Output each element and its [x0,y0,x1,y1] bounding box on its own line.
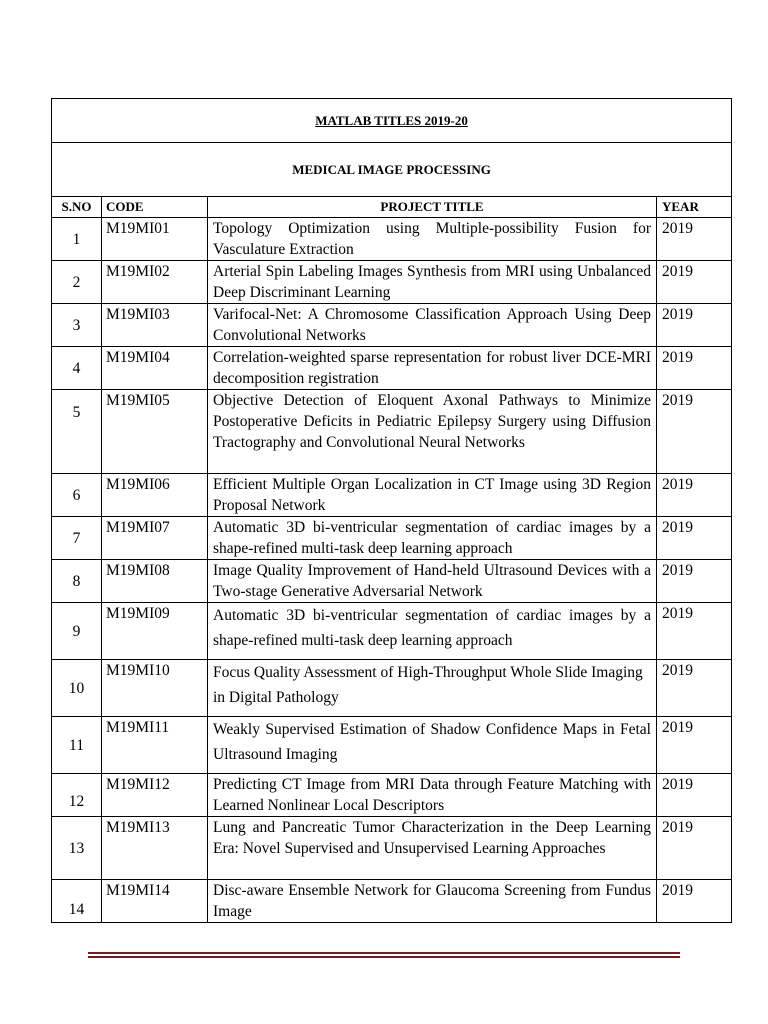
row-code: M19MI05 [102,390,208,474]
row-title: Automatic 3D bi-ventricular segmentation of cardiac images by a shape-refined multi-task deep learning approach [208,603,657,660]
row-title: Automatic 3D bi-ventricular segmentation of cardiac images by a shape-refined multi-task deep learning approach [208,517,657,560]
row-title: Focus Quality Assessment of High-Throughput Whole Slide Imaging in Digital Pathology [208,660,657,717]
row-code: M19MI07 [102,517,208,560]
header-sno: S.NO [52,197,102,218]
row-sno: 4 [52,347,102,390]
row-code: M19MI13 [102,817,208,880]
row-year: 2019 [657,474,732,517]
row-sno: 12 [52,774,102,817]
table-row [52,880,732,923]
row-sno: 13 [52,817,102,880]
row-sno: 6 [52,474,102,517]
row-title: Lung and Pancreatic Tumor Characterization in the Deep Learning Era: Novel Supervised and Unsupervised Learning Approaches [208,817,657,880]
table-row [52,390,732,474]
row-title: Disc-aware Ensemble Network for Glaucoma Screening from Fundus Image [208,880,657,923]
row-code: M19MI11 [102,717,208,774]
row-year: 2019 [657,261,732,304]
section-row [52,143,732,197]
table-row [52,717,732,774]
row-sno: 14 [52,880,102,923]
row-title: Weakly Supervised Estimation of Shadow Confidence Maps in Fetal Ultrasound Imaging [208,717,657,774]
row-title: Arterial Spin Labeling Images Synthesis from MRI using Unbalanced Deep Discriminant Learning [208,261,657,304]
row-code: M19MI01 [102,218,208,261]
table-row [52,817,732,880]
row-year: 2019 [657,390,732,474]
row-code: M19MI03 [102,304,208,347]
row-code: M19MI10 [102,660,208,717]
table-row [52,261,732,304]
row-code: M19MI06 [102,474,208,517]
row-year: 2019 [657,660,732,717]
header-code: CODE [102,197,208,218]
row-sno: 1 [52,218,102,261]
row-sno: 3 [52,304,102,347]
row-code: M19MI02 [102,261,208,304]
row-title: Varifocal-Net: A Chromosome Classification Approach Using Deep Convolutional Networks [208,304,657,347]
row-sno: 11 [52,717,102,774]
row-year: 2019 [657,347,732,390]
row-title: Image Quality Improvement of Hand-held Ultrasound Devices with a Two-stage Generative Adversarial Network [208,560,657,603]
table-row [52,774,732,817]
row-year: 2019 [657,774,732,817]
row-sno: 10 [52,660,102,717]
table-row [52,660,732,717]
row-code: M19MI04 [102,347,208,390]
table-row [52,218,732,261]
section-title: MEDICAL IMAGE PROCESSING [52,143,732,197]
row-year: 2019 [657,603,732,660]
row-code: M19MI08 [102,560,208,603]
table-row [52,560,732,603]
row-year: 2019 [657,717,732,774]
header-title: PROJECT TITLE [208,197,657,218]
row-title: Efficient Multiple Organ Localization in CT Image using 3D Region Proposal Network [208,474,657,517]
row-year: 2019 [657,304,732,347]
row-sno: 2 [52,261,102,304]
table-row [52,474,732,517]
row-sno: 5 [52,390,102,474]
table-row [52,603,732,660]
row-code: M19MI14 [102,880,208,923]
project-titles-table [51,98,732,923]
title-row [52,99,732,143]
row-title: Correlation-weighted sparse representation for robust liver DCE-MRI decomposition registration [208,347,657,390]
row-year: 2019 [657,517,732,560]
row-year: 2019 [657,880,732,923]
row-year: 2019 [657,560,732,603]
footer-divider [88,952,680,958]
row-code: M19MI12 [102,774,208,817]
row-year: 2019 [657,218,732,261]
table-row [52,304,732,347]
row-code: M19MI09 [102,603,208,660]
row-sno: 9 [52,603,102,660]
table-row [52,347,732,390]
header-row [52,197,732,218]
table-row [52,517,732,560]
row-sno: 8 [52,560,102,603]
row-sno: 7 [52,517,102,560]
row-title: Predicting CT Image from MRI Data through Feature Matching with Learned Nonlinear Local Descriptors [208,774,657,817]
row-title: Topology Optimization using Multiple-possibility Fusion for Vasculature Extraction [208,218,657,261]
header-year: YEAR [657,197,732,218]
row-year: 2019 [657,817,732,880]
main-title: MATLAB TITLES 2019-20 [52,99,732,143]
row-title: Objective Detection of Eloquent Axonal Pathways to Minimize Postoperative Deficits in Pediatric Epilepsy Surgery using Diffusion Tractography and Convolutional Neural Networks [208,390,657,474]
